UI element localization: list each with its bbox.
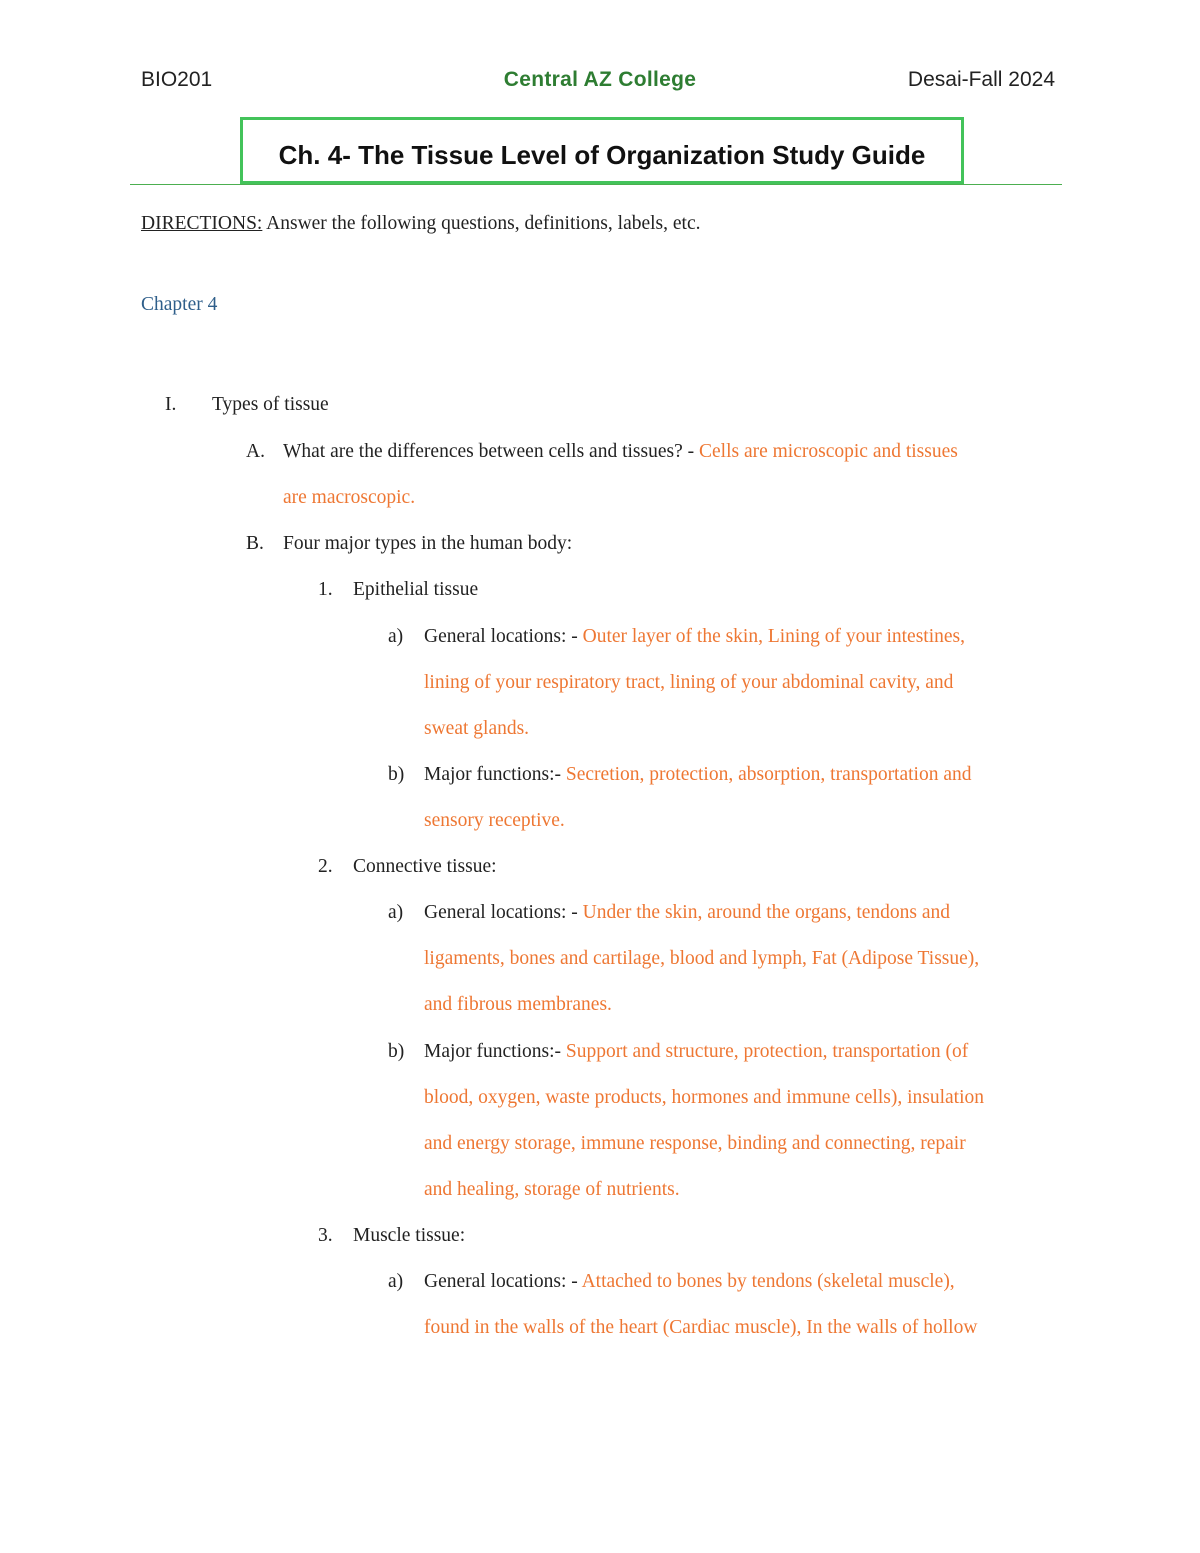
outline-marker-A: A.: [246, 441, 265, 462]
outline-marker-a: a): [388, 1271, 404, 1292]
epithelial-tissue: Epithelial tissue: [353, 579, 479, 600]
muscle-tissue: Muscle tissue:: [353, 1225, 466, 1246]
answer-continued: blood, oxygen, waste products, hormones and immune cells), insulation: [424, 1087, 984, 1108]
question-text: What are the differences between cells and tissues? -: [283, 441, 699, 462]
answer-continued: found in the walls of the heart (Cardiac muscle), In the walls of hollow: [424, 1317, 978, 1338]
connective-locations: [424, 902, 950, 924]
outline-marker-3: 3.: [318, 1225, 333, 1246]
directions-label: DIRECTIONS:: [141, 213, 263, 234]
answer-continued: are macroscopic.: [283, 487, 416, 508]
outline-marker-1: 1.: [318, 579, 333, 600]
outline-marker-b: b): [388, 764, 405, 785]
answer-text: Under the skin, around the organs, tendons and: [582, 902, 951, 923]
answer-text: Outer layer of the skin, Lining of your intestines,: [582, 626, 965, 647]
answer-continued: lining of your respiratory tract, lining of your abdominal cavity, and: [424, 672, 954, 693]
title-rule: [130, 184, 1062, 185]
outline-marker-B: B.: [246, 533, 264, 554]
answer-continued: sweat glands.: [424, 718, 530, 739]
locations-label: General locations: -: [424, 626, 583, 647]
answer-continued: and healing, storage of nutrients.: [424, 1179, 680, 1200]
answer-text: Secretion, protection, absorption, transportation and: [565, 764, 972, 785]
course-code: BIO201: [141, 68, 213, 91]
connective-functions: [424, 1041, 968, 1063]
answer-text: Attached to bones by tendons (skeletal muscle),: [581, 1271, 955, 1292]
answer-continued: and energy storage, immune response, binding and connecting, repair: [424, 1133, 966, 1154]
muscle-locations: [424, 1271, 955, 1293]
answer-continued: sensory receptive.: [424, 810, 565, 831]
college-name: Central AZ College: [503, 68, 697, 91]
locations-label: General locations: -: [424, 902, 583, 923]
epithelial-functions: [424, 764, 972, 786]
outline-marker-2: 2.: [318, 856, 333, 877]
section-types-of-tissue: Types of tissue: [212, 394, 329, 415]
functions-label: Major functions:-: [424, 764, 566, 785]
instructor-term: Desai-Fall 2024: [907, 68, 1055, 91]
answer-continued: and fibrous membranes.: [424, 994, 612, 1015]
outline-marker-b: b): [388, 1041, 405, 1062]
outline-marker-a: a): [388, 626, 404, 647]
outline-marker-I: I.: [165, 394, 177, 415]
four-major-types: Four major types in the human body:: [283, 533, 573, 554]
connective-tissue: Connective tissue:: [353, 856, 497, 877]
answer-text: Cells are microscopic and tissues: [699, 441, 958, 462]
outline-marker-a: a): [388, 902, 404, 923]
answer-continued: ligaments, bones and cartilage, blood and lymph, Fat (Adipose Tissue),: [424, 948, 980, 969]
title-box: [240, 117, 964, 184]
page-title: Ch. 4- The Tissue Level of Organization Study Guide: [278, 140, 926, 170]
locations-label: General locations: -: [424, 1271, 582, 1292]
chapter-heading: Chapter 4: [141, 294, 218, 315]
epithelial-locations: [424, 626, 965, 648]
functions-label: Major functions:-: [424, 1041, 566, 1062]
directions: [141, 213, 700, 235]
answer-text: Support and structure, protection, transportation (of: [565, 1041, 969, 1062]
question-cells-vs-tissues: [283, 441, 958, 463]
directions-text: Answer the following questions, definitions, labels, etc.: [262, 213, 701, 234]
